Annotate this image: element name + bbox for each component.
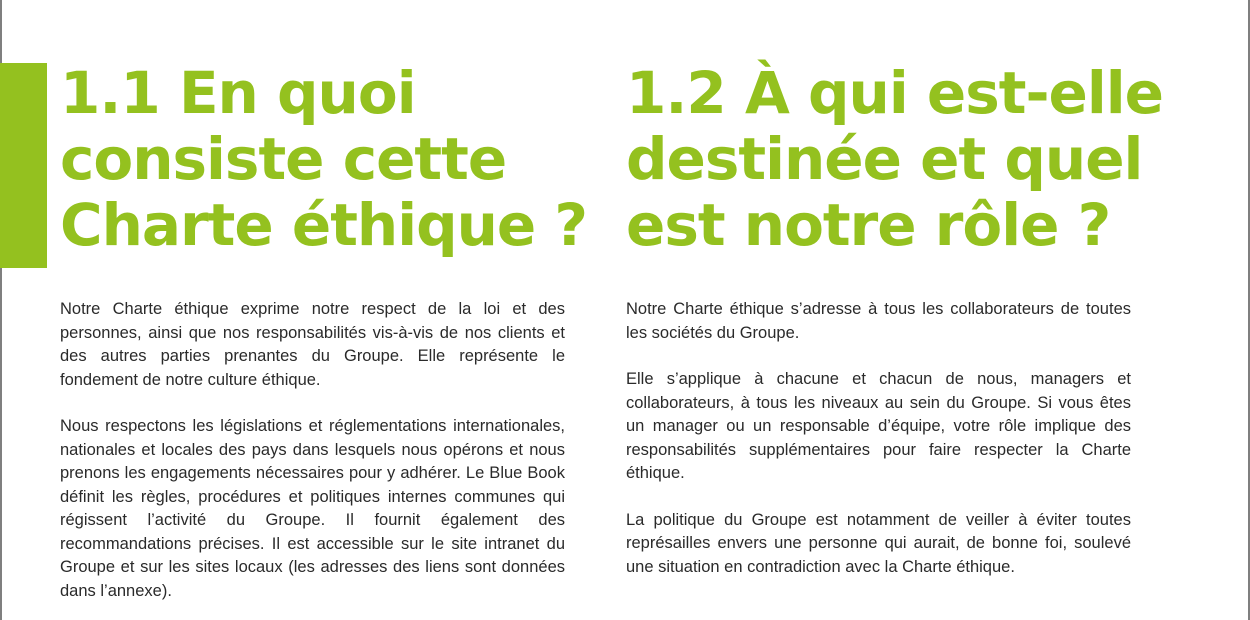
accent-bar	[0, 63, 47, 268]
paragraph: Elle s’applique à chacune et chacun de nous, managers et collaborateurs, à tous les niveaux au sein du Groupe. Si vous êtes un manager ou un responsable d’équipe, votre rôle implique des responsabilités supplémentaires pour faire respecter la Charte éthique.	[626, 370, 1131, 482]
paragraph: La politique du Groupe est notamment de veiller à éviter toutes représailles envers une personne qui aurait, de bonne foi, soulevé une situation en contradiction avec la Charte éthique.	[626, 510, 1131, 576]
heading-line: Charte éthique ?	[60, 191, 588, 259]
section-1-2	[626, 59, 1163, 576]
paragraph: Notre Charte éthique s’adresse à tous les collaborateurs de toutes les sociétés du Groupe.	[626, 300, 1131, 342]
heading-line: est notre rôle ?	[626, 191, 1111, 259]
section-1-1	[60, 59, 588, 600]
heading-line: destinée et quel	[626, 125, 1143, 193]
heading-line: 1.1 En quoi	[60, 59, 416, 127]
paragraph: Nous respectons les législations et réglementations internationales, nationales et locales des pays dans lesquels nous opérons et nous prenons les engagements nécessaires pour y adhérer. Le Blue Book définit les règles, procédures et politiques internes communes qui régissent l’activité du Groupe. Il fournit également des recommandations précises. Il est accessible sur le site intranet du Groupe et sur les sites locaux (les adresses des liens sont données dans l’annexe).	[60, 417, 565, 600]
heading-line: consiste cette	[60, 125, 507, 193]
section-1-1-heading	[60, 59, 588, 259]
heading-line: 1.2 À qui est-elle	[626, 59, 1163, 127]
section-1-1-body	[60, 298, 565, 603]
paragraph: Notre Charte éthique exprime notre respect de la loi et des personnes, ainsi que nos responsabilités vis-à-vis de nos clients et des autres parties prenantes du Groupe. Elle représente le fondement de notre culture éthique.	[60, 300, 565, 389]
section-1-2-body	[626, 298, 1131, 579]
section-1-2-heading	[626, 59, 1163, 259]
